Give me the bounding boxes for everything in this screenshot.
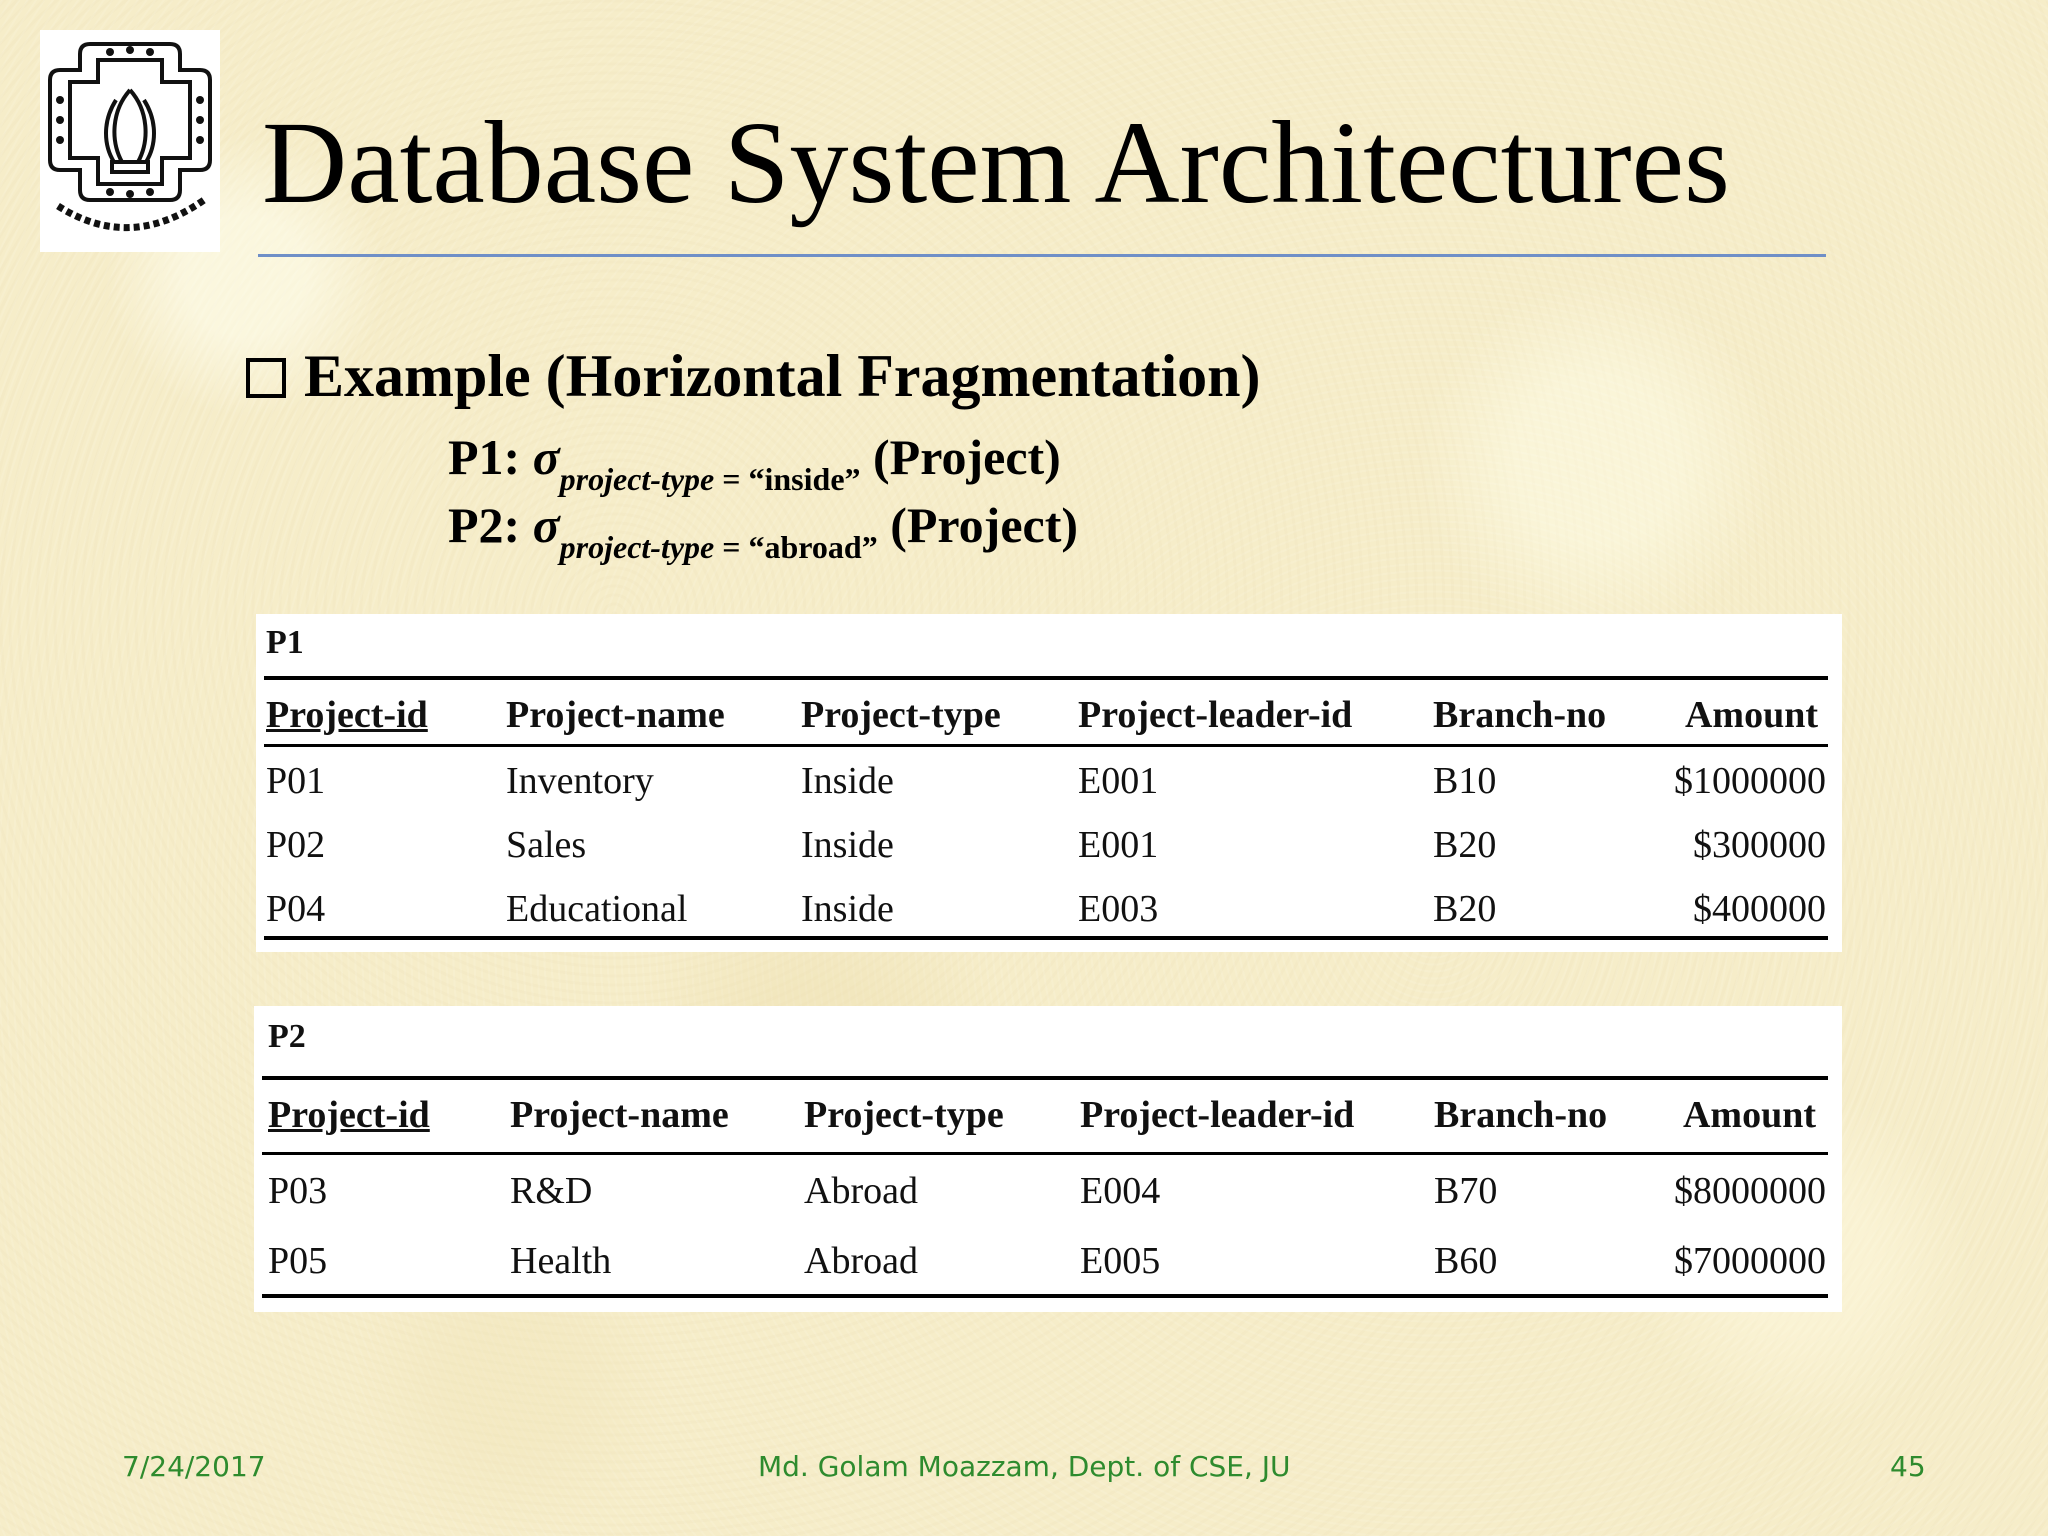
- table-name: P1: [266, 624, 304, 661]
- table-cell: P03: [268, 1170, 328, 1212]
- column-header: Project-type: [804, 1094, 1004, 1136]
- table-cell: E005: [1080, 1240, 1161, 1282]
- university-logo: [40, 30, 220, 252]
- table-cell: Health: [510, 1240, 612, 1282]
- table-p1: [256, 614, 1842, 952]
- table-cell: Abroad: [804, 1170, 918, 1212]
- predicate-value: = “inside”: [714, 461, 861, 497]
- column-header: Branch-no: [1433, 694, 1607, 736]
- column-header: Branch-no: [1434, 1094, 1608, 1136]
- predicate-label: P2:: [448, 497, 521, 553]
- table-cell: Inside: [801, 760, 894, 802]
- header-rule: [262, 1152, 1828, 1155]
- table-cell: $8000000: [1674, 1170, 1826, 1212]
- table-cell: Educational: [506, 888, 688, 930]
- footer-date: 7/24/2017: [122, 1450, 266, 1483]
- table-cell: B20: [1433, 824, 1497, 866]
- sigma-symbol: σ: [532, 497, 560, 553]
- column-header: Amount: [1682, 1094, 1816, 1136]
- table-p2: [254, 1006, 1842, 1312]
- predicate-condition: [560, 529, 878, 565]
- table-bottom-rule: [262, 1294, 1828, 1298]
- table-cell: Inside: [801, 888, 894, 930]
- column-header: Amount: [1684, 694, 1818, 736]
- university-seal-icon: [40, 30, 220, 252]
- table-top-rule: [264, 676, 1828, 680]
- predicate-value: = “abroad”: [714, 529, 878, 565]
- table-cell: B70: [1434, 1170, 1498, 1212]
- predicate-attribute: project-type: [559, 461, 715, 497]
- column-header: Project-name: [510, 1094, 729, 1136]
- table-cell: Sales: [506, 824, 587, 866]
- table-cell: B10: [1433, 760, 1497, 802]
- checkbox-bullet-icon: [246, 358, 286, 398]
- predicate-p2: [448, 497, 1079, 565]
- slide-number: 45: [1890, 1450, 1926, 1483]
- table-cell: $7000000: [1674, 1240, 1826, 1282]
- table-cell: P05: [268, 1240, 328, 1282]
- table-cell: E004: [1080, 1170, 1161, 1212]
- column-header: Project-leader-id: [1080, 1094, 1355, 1136]
- predicate-p1: [448, 429, 1061, 497]
- column-header: Project-name: [506, 694, 725, 736]
- predicate-label: P1:: [448, 429, 521, 485]
- header-rule: [264, 744, 1828, 747]
- table-cell: E003: [1078, 888, 1159, 930]
- table-cell: P04: [266, 888, 326, 930]
- table-name: P2: [268, 1018, 306, 1055]
- footer-author: Md. Golam Moazzam, Dept. of CSE, JU: [758, 1450, 1291, 1483]
- column-header: Project-type: [801, 694, 1001, 736]
- example-heading-text: Example (Horizontal Fragmentation): [304, 343, 1261, 409]
- table-cell: Inventory: [506, 760, 654, 802]
- table-cell: $1000000: [1674, 760, 1826, 802]
- table-cell: P01: [266, 760, 326, 802]
- example-heading: [246, 343, 1261, 409]
- table-cell: E001: [1078, 824, 1159, 866]
- table-cell: P02: [266, 824, 326, 866]
- column-header: Project-id: [266, 694, 428, 736]
- table-cell: B20: [1433, 888, 1497, 930]
- title-underline: [258, 254, 1826, 257]
- table-cell: B60: [1434, 1240, 1498, 1282]
- table-cell: $300000: [1693, 824, 1826, 866]
- table-cell: E001: [1078, 760, 1159, 802]
- predicate-relation: (Project): [873, 429, 1061, 485]
- column-header: Project-id: [268, 1094, 430, 1136]
- table-top-rule: [262, 1076, 1828, 1080]
- predicate-relation: (Project): [890, 497, 1079, 553]
- table-cell: $400000: [1693, 888, 1826, 930]
- predicate-condition: [560, 461, 861, 497]
- column-header: Project-leader-id: [1078, 694, 1353, 736]
- predicate-attribute: project-type: [559, 529, 715, 565]
- slide-title: Database System Architectures: [262, 97, 1730, 228]
- sigma-symbol: σ: [532, 429, 560, 485]
- table-cell: Abroad: [804, 1240, 918, 1282]
- table-cell: Inside: [801, 824, 894, 866]
- table-bottom-rule: [264, 936, 1828, 940]
- table-cell: R&D: [510, 1170, 593, 1212]
